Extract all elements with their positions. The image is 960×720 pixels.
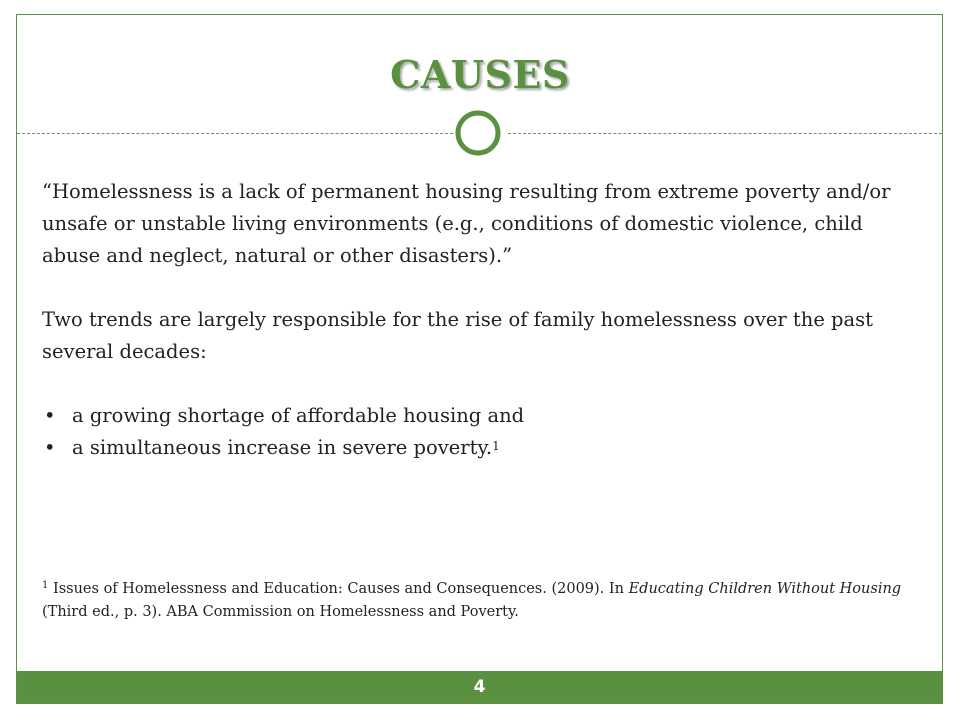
- bullet-icon: •: [44, 404, 56, 427]
- definition-quote: “Homelessness is a lack of permanent housing resulting from extreme poverty and/or unsafe or unstable living environments (e.g., conditions of domestic violence, child abuse and neglect, natural or other disasters).”: [42, 180, 891, 267]
- footnote-text-part1: Issues of Homelessness and Education: Causes and Consequences. (2009). In: [48, 581, 629, 597]
- footnote-reference: 1: [492, 439, 500, 453]
- trends-list: [42, 400, 922, 464]
- footnote: [42, 578, 922, 624]
- page-number: 4: [473, 677, 486, 697]
- footnote-book-title: Educating Children Without Housing: [628, 581, 902, 597]
- title-divider-left: [17, 133, 453, 134]
- list-item: [42, 432, 922, 464]
- footnote-marker: 1: [42, 580, 49, 591]
- list-item: [42, 400, 922, 432]
- slide-title: CAUSES: [390, 52, 570, 97]
- list-item-text: a growing shortage of affordable housing and: [72, 404, 525, 427]
- bullet-icon: •: [44, 436, 56, 459]
- title-divider-right: [508, 133, 942, 134]
- trends-intro: Two trends are largely responsible for the rise of family homelessness over the past several decades:: [42, 308, 874, 363]
- slide-body: [42, 176, 922, 464]
- footer-bar: [17, 671, 942, 703]
- list-item-text: a simultaneous increase in severe poverty.: [72, 436, 493, 459]
- circle-ornament-icon: [455, 110, 501, 156]
- footnote-text-part2: (Third ed., p. 3). ABA Commission on Homelessness and Poverty.: [42, 604, 519, 620]
